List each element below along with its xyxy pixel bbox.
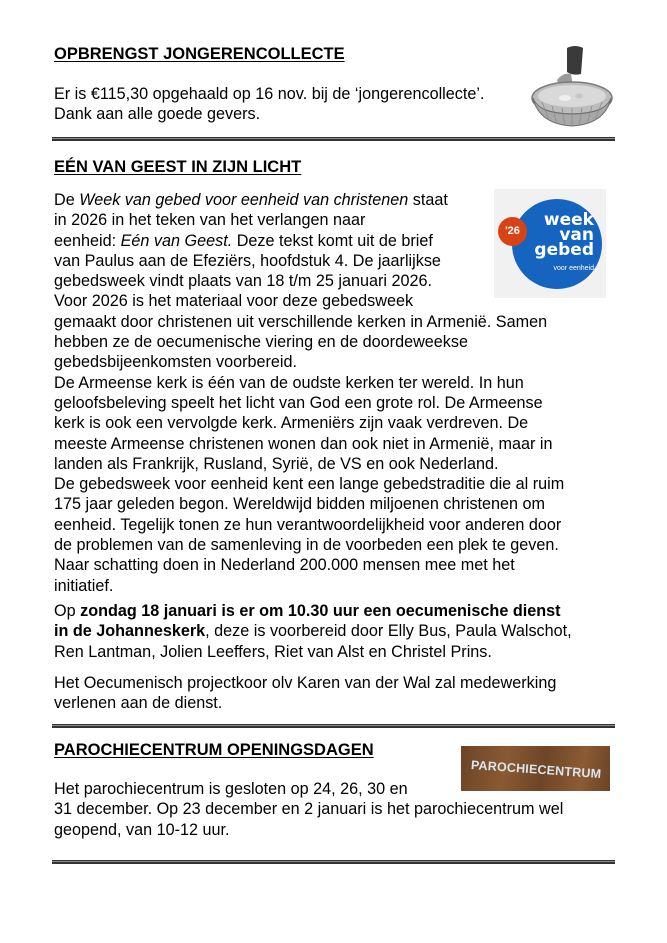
text-line: 175 jaar geleden begon. Wereldwijd bidden miljoenen christenen om bbox=[54, 495, 546, 514]
text-line: Er is €115,30 opgehaald op 16 nov. bij de ‘jongerencollecte’. bbox=[54, 85, 485, 103]
text-span: Deze tekst komt uit de brief bbox=[232, 231, 433, 250]
logo-subtitle: voor eenheid bbox=[553, 265, 594, 272]
text-line bbox=[54, 190, 564, 210]
text-line: van Paulus aan de Efeziërs, hoofdstuk 4. De jaarlijkse bbox=[54, 251, 441, 270]
section-heading-een-van-geest: EÉN VAN GEEST IN ZIJN LICHT bbox=[54, 158, 302, 176]
logo-year-badge: '26 bbox=[498, 217, 527, 246]
text-line: hebben ze de oecumenische viering en de doordeweekse bbox=[54, 333, 468, 352]
text-line: Voor 2026 is het materiaal voor deze gebedsweek bbox=[54, 292, 414, 311]
italic-theme: Eén van Geest. bbox=[120, 231, 233, 250]
text-line bbox=[54, 621, 572, 641]
section-heading-parochiecentrum: PAROCHIECENTRUM OPENINGSDAGEN bbox=[54, 741, 374, 759]
text-line: 31 december. Op 23 december en 2 januari is het parochiecentrum wel bbox=[54, 800, 564, 819]
section-divider bbox=[52, 860, 615, 864]
text-line: Ren Lantman, Jolien Leeffers, Riet van Alst en Christel Prins. bbox=[54, 642, 492, 661]
text-span: De bbox=[54, 191, 80, 209]
text-span: Op bbox=[54, 602, 81, 620]
section-divider bbox=[52, 724, 615, 728]
text-line: Naar schatting doen in Nederland 200.000 mensen mee met het bbox=[54, 556, 515, 575]
text-line: gebedsweek vindt plaats van 18 t/m 25 januari 2026. bbox=[54, 272, 432, 291]
text-line: gebedsbijeenkomsten voorbereid. bbox=[54, 353, 297, 372]
logo-word: week bbox=[543, 210, 594, 230]
text-line: initiatief. bbox=[54, 576, 114, 595]
choir-text bbox=[54, 673, 556, 714]
section-divider bbox=[52, 137, 615, 141]
service-location-bold: in de Johanneskerk bbox=[54, 622, 206, 641]
week-van-gebed-logo bbox=[494, 189, 606, 298]
text-span: eenheid: bbox=[54, 231, 121, 250]
collection-basket-icon bbox=[527, 40, 617, 130]
text-line: Het Oecumenisch projectkoor olv Karen van der Wal zal medewerking bbox=[54, 674, 557, 692]
text-line: meeste Armeense christenen wonen dan ook niet in Armenië, maar in bbox=[54, 434, 553, 453]
text-line: eenheid. Tegelijk tonen ze hun verantwoordelijkheid voor anderen door bbox=[54, 515, 562, 534]
text-line: Dank aan alle goede gevers. bbox=[54, 105, 261, 124]
logo-word: van bbox=[559, 225, 594, 245]
text-line: geopend, van 10-12 uur. bbox=[54, 820, 230, 839]
service-date-bold: zondag 18 januari is er om 10.30 uur een oecumenische dienst bbox=[80, 602, 561, 620]
gebedsweek-text bbox=[54, 190, 564, 596]
text-line: verlenen aan de dienst. bbox=[54, 694, 223, 713]
text-line: De gebedsweek voor eenheid kent een lange gebedstraditie die al ruim bbox=[54, 475, 565, 494]
text-span: , deze is voorbereid door Elly Bus, Paula Walschot, bbox=[205, 622, 572, 641]
text-line: in 2026 in het teken van het verlangen naar bbox=[54, 211, 366, 230]
sign-lettering: PAROCHIECENTRUM bbox=[470, 758, 602, 782]
text-line bbox=[54, 231, 564, 251]
text-line: Het parochiecentrum is gesloten op 24, 26, 30 en bbox=[54, 780, 408, 798]
logo-word: gebed bbox=[534, 240, 594, 260]
text-line: de problemen van de samenleving in de voorbeden een plek te geven. bbox=[54, 536, 559, 555]
section-heading-jongerencollecte: OPBRENGST JONGERENCOLLECTE bbox=[54, 45, 345, 63]
text-line: geloofsbeleving speelt het licht van God een grote rol. De Armeense bbox=[54, 393, 543, 412]
text-span: staat bbox=[408, 191, 448, 209]
text-line: landen als Frankrijk, Rusland, Syrië, de VS en ook Nederland. bbox=[54, 454, 499, 473]
text-line bbox=[54, 601, 572, 621]
text-line: De Armeense kerk is één van de oudste kerken ter wereld. In hun bbox=[54, 373, 524, 392]
collecte-text bbox=[54, 84, 484, 125]
service-announcement bbox=[54, 601, 572, 662]
text-line: gemaakt door christenen uit verschillende kerken in Armenië. Samen bbox=[54, 312, 548, 331]
logo-wordmark bbox=[534, 210, 594, 260]
text-line: kerk is ook een vervolgde kerk. Armeniërs zijn vaak verdreven. De bbox=[54, 414, 529, 433]
italic-title: Week van gebed voor eenheid van christenen bbox=[79, 191, 409, 209]
parochiecentrum-sign-photo bbox=[461, 746, 610, 791]
